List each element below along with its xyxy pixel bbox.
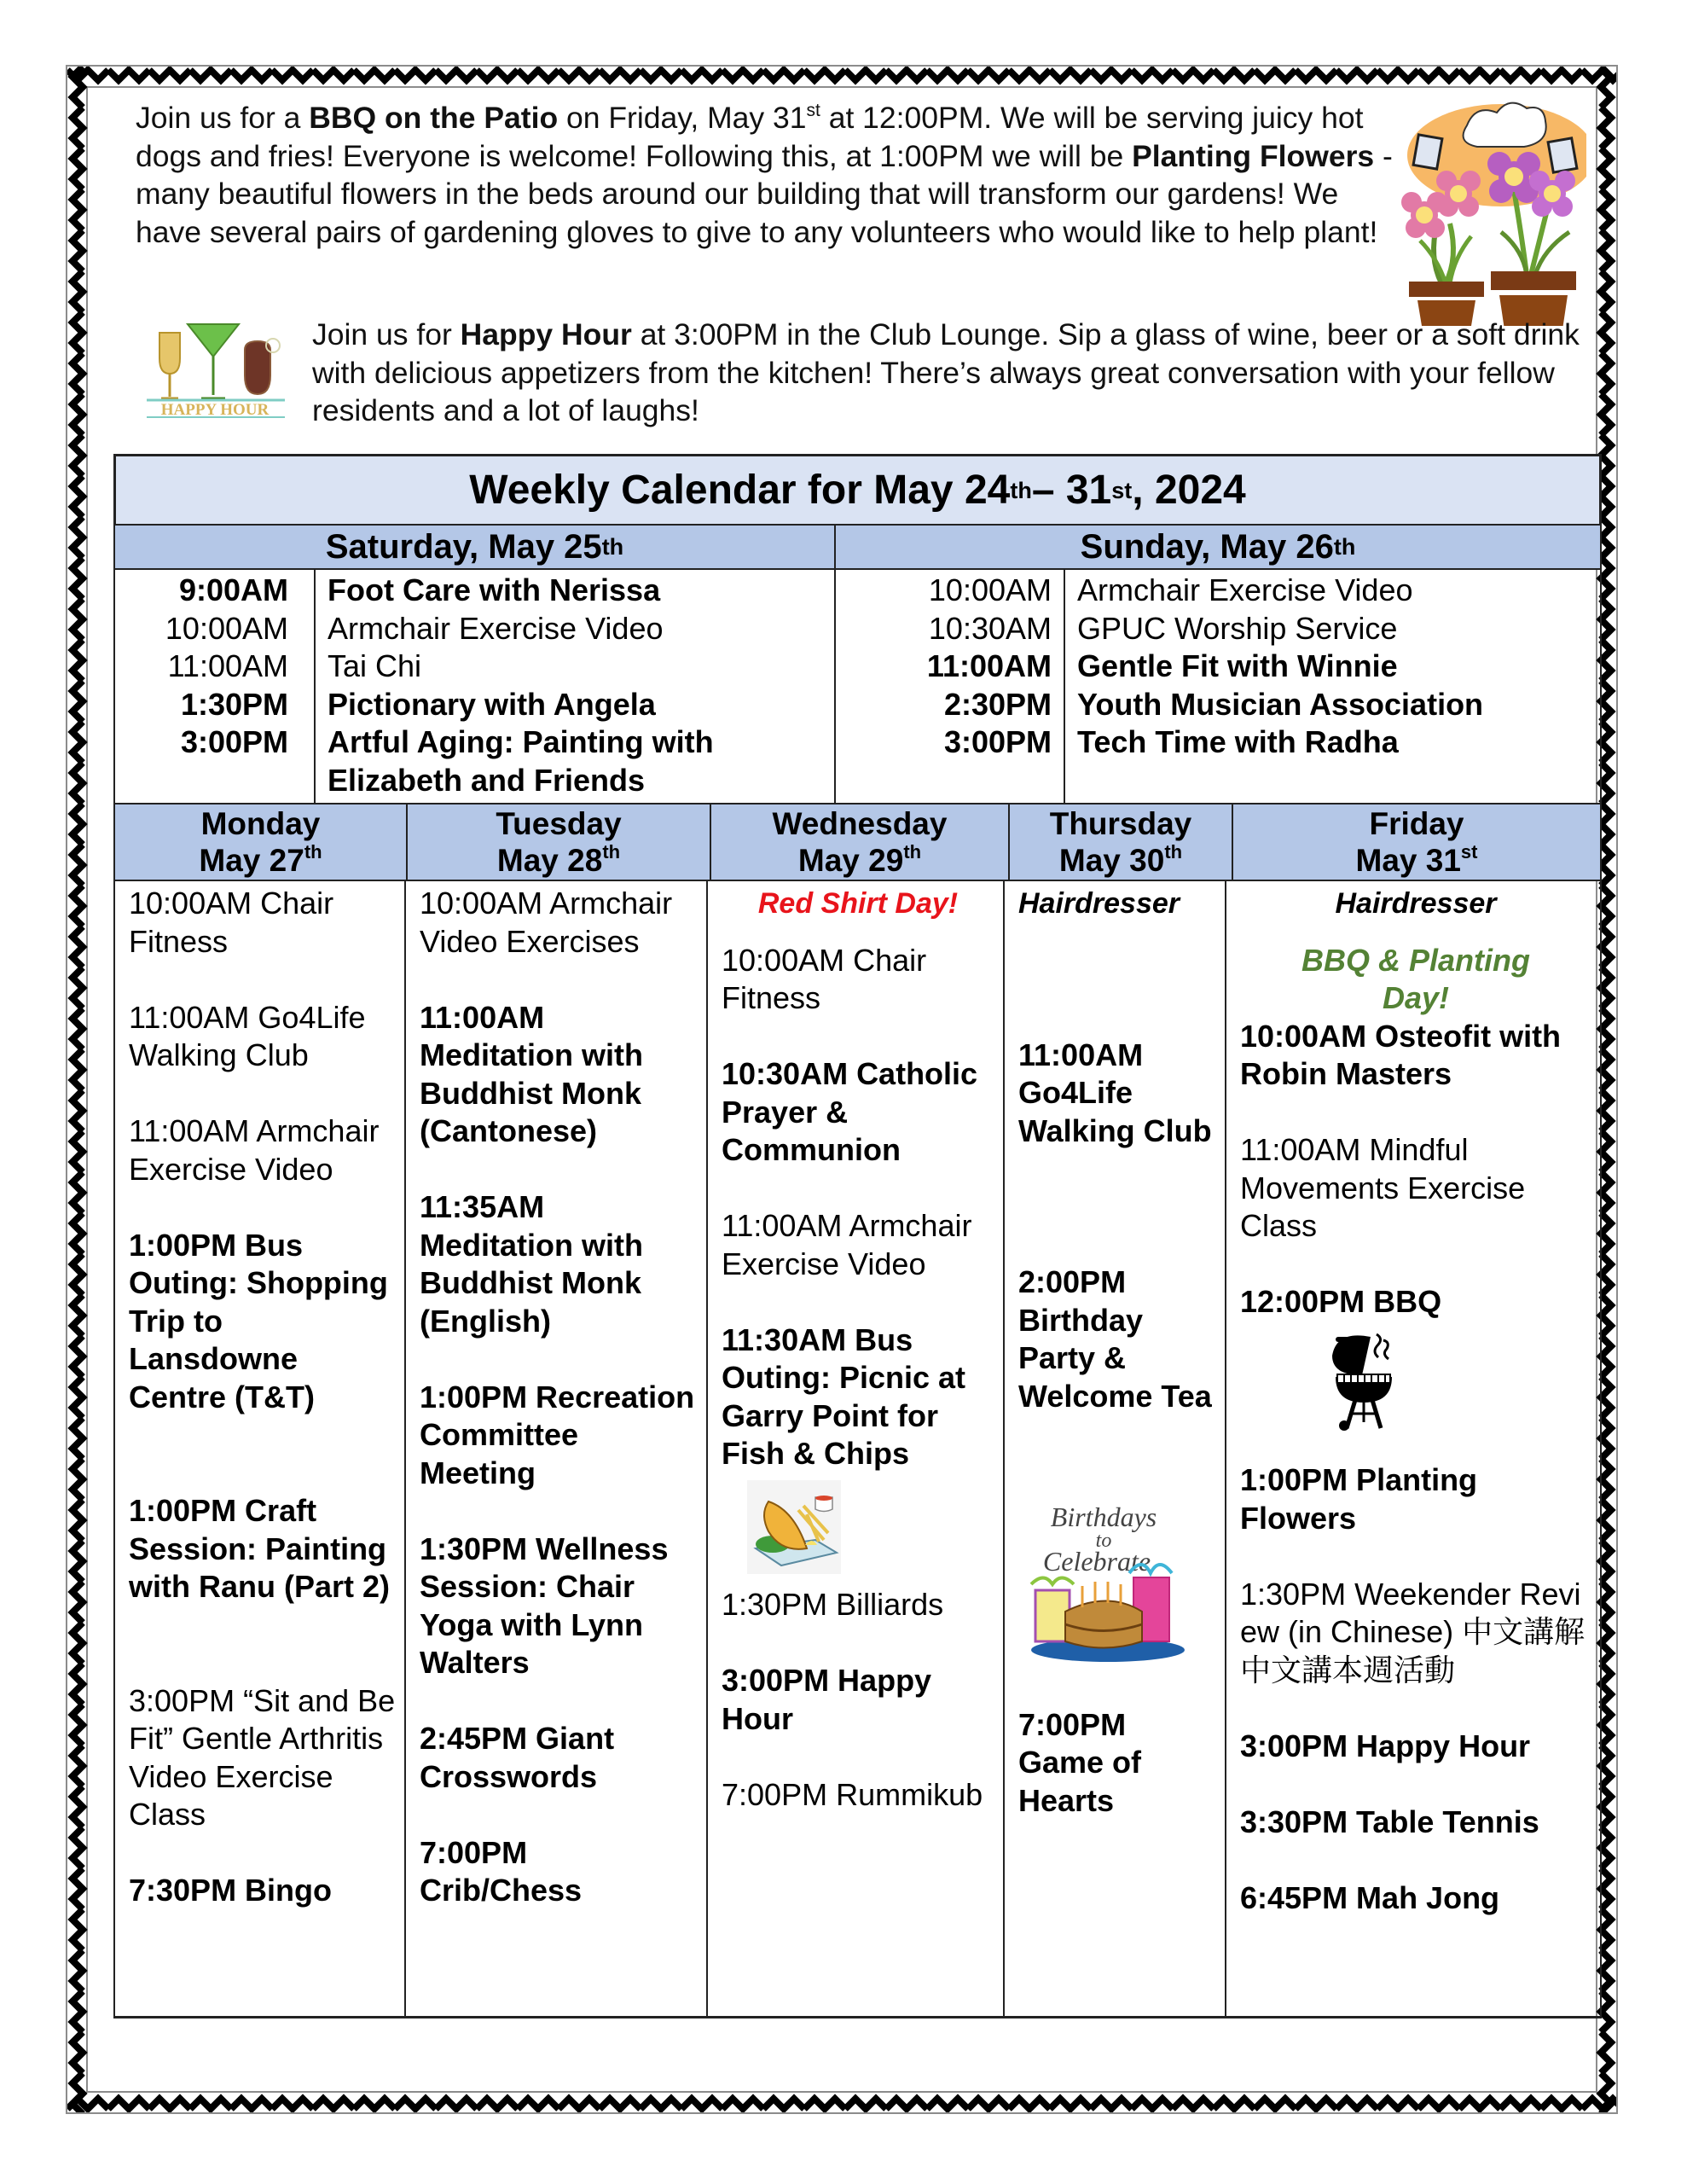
event: 7:00PM Crib/Chess	[420, 1834, 583, 1908]
event-title: Foot Care with Nerissa	[328, 572, 661, 607]
thursday-column	[1005, 881, 1226, 2016]
event: 11:35AM Meditation with Buddhist Monk (English)	[420, 1189, 643, 1339]
svg-text:to: to	[1095, 1530, 1112, 1552]
event-title: Tech Time with Radha	[1077, 724, 1399, 759]
event: 6:45PM Mah Jong	[1240, 1879, 1500, 1915]
happy-hour-announcement: Join us for Happy Hour at 3:00PM in the Club Lounge. Sip a glass of wine, beer or a soft drink with delicious appetizers from the kitchen! There’s always great conversation with your fellow residents and a lot of laughs!	[312, 317, 1580, 427]
bbq-announcement: Join us for a BBQ on the Patio on Friday, May 31st at 12:00PM. We will be serving juicy hot dogs and fries! Everyone is welcome! Following this, at 1:00PM we will be Planting Flowers - many beautiful flowers in the beds around our building that will transform our gardens! We have several pairs of gardening gloves to give to any volunteers who would like to help plant!	[136, 101, 1393, 249]
event-time: 10:00AM	[928, 572, 1052, 607]
event: 12:00PM BBQ	[1240, 1284, 1442, 1319]
saturday-schedule	[115, 570, 836, 803]
event: 1:30PM Wellness Session: Chair Yoga with Lynn Walters	[420, 1531, 669, 1680]
sunday-header: Sunday, May 26 th	[1080, 527, 1356, 566]
svg-text:Celebrate: Celebrate	[1042, 1546, 1151, 1577]
happy-hour-logo	[138, 303, 292, 422]
event-time: 10:30AM	[928, 610, 1052, 646]
event: 7:00PM Game of Hearts	[1018, 1706, 1142, 1818]
zigzag-border-bottom	[67, 2092, 1616, 2112]
event-title: Pictionary with Angela	[328, 686, 656, 722]
wednesday-column	[708, 881, 1005, 2016]
event-time: 3:00PM	[943, 724, 1052, 759]
event-time: 11:00AM	[167, 648, 288, 683]
event-time: 9:00AM	[178, 572, 288, 607]
event: 11:30AM Bus Outing: Picnic at Garry Point for Fish & Chips	[722, 1321, 966, 1471]
event: 3:00PM “Sit and Be Fit” Gentle Arthritis Video Exercise Class	[129, 1682, 396, 1832]
event-title: Tai Chi	[328, 648, 422, 683]
event: 1:00PM Recreation Committee Meeting	[420, 1379, 695, 1490]
svg-text:HAPPY HOUR: HAPPY HOUR	[160, 401, 270, 419]
flower-pot-left	[1401, 171, 1484, 326]
event: 11:00AM Armchair Exercise Video	[722, 1208, 972, 1281]
event: 2:00PM Birthday Party & Welcome Tea	[1018, 1264, 1212, 1414]
event: 3:00PM Happy Hour	[722, 1663, 932, 1736]
planting-highlight: Planting Flowers	[1132, 138, 1375, 173]
event: 11:00AM Meditation with Buddhist Monk (Cantonese)	[420, 999, 643, 1148]
event: 7:30PM Bingo	[129, 1873, 333, 1908]
monday-column	[115, 881, 406, 2016]
event: 11:00AM Go4Life Walking Club	[129, 999, 366, 1072]
sunday-times	[836, 570, 1065, 803]
weekend-schedule	[113, 570, 1602, 804]
event-title: Gentle Fit with Winnie	[1077, 648, 1398, 683]
flowers-bbq-illustration	[1373, 96, 1586, 326]
weekday-header-row	[113, 804, 1602, 881]
zigzag-border-top	[67, 67, 1616, 87]
event: 3:30PM Table Tennis	[1240, 1804, 1539, 1839]
event-title: Artful Aging: Painting with Elizabeth and Friends	[328, 724, 714, 798]
wednesday-header: Wednesday May 29th	[711, 804, 1010, 880]
event: 3:00PM Happy Hour	[1240, 1728, 1531, 1763]
event: 11:00AM Go4Life Walking Club	[1018, 1037, 1212, 1148]
happy-hour-highlight: Happy Hour	[460, 317, 632, 351]
flower-pot-right	[1487, 152, 1576, 326]
event: 7:00PM Rummikub	[722, 1776, 983, 1812]
event-time: 10:00AM	[165, 610, 288, 646]
event: 11:00AM Mindful Movements Exercise Class	[1240, 1132, 1526, 1243]
event-time: 2:30PM	[943, 686, 1052, 722]
fish-and-chips-image	[747, 1480, 994, 1583]
calendar-title: Weekly Calendar for May 24 th – 31 st , 2024	[113, 454, 1602, 526]
friday-header: Friday May 31st	[1355, 806, 1478, 878]
event: 10:00AM Armchair Video Exercises	[420, 886, 673, 959]
event-time: 3:00PM	[180, 724, 288, 759]
event: 1:30PM Billiards	[722, 1587, 944, 1622]
weekend-header-row	[113, 526, 1602, 570]
event: 1:00PM Bus Outing: Shopping Trip to Lansdowne Centre (T&T)	[129, 1227, 388, 1414]
tuesday-header: Tuesday May 28th	[408, 804, 711, 880]
sunday-schedule	[836, 570, 1600, 803]
tuesday-column	[406, 881, 708, 2016]
event: 10:00AM Chair Fitness	[722, 942, 927, 1015]
thursday-header: Thursday May 30th	[1010, 804, 1233, 880]
saturday-times	[115, 570, 316, 803]
bbq-planting-day-note: BBQ & Planting Day!	[1301, 942, 1530, 1015]
event: 10:00AM Osteofit with Robin Masters	[1240, 1018, 1562, 1091]
weekday-schedule	[113, 881, 1602, 2018]
saturday-activities	[316, 570, 805, 803]
hairdresser-note: Hairdresser	[1018, 887, 1180, 920]
event: 1:30PM Weekender Review (in Chinese) 中文講解中文講本週活動	[1240, 1576, 1586, 1687]
birthday-cake-image	[1018, 1492, 1216, 1681]
zigzag-border-left	[67, 67, 88, 2112]
event: 10:00AM Chair Fitness	[129, 886, 334, 959]
event-title: Armchair Exercise Video	[328, 610, 664, 646]
event-title: Youth Musician Association	[1077, 686, 1484, 722]
bbq-highlight: BBQ on the Patio	[309, 101, 559, 135]
event: 11:00AM Armchair Exercise Video	[129, 1113, 380, 1187]
event: 1:00PM Planting Flowers	[1240, 1462, 1478, 1536]
event-title: Armchair Exercise Video	[1077, 572, 1413, 607]
event-time: 1:30PM	[180, 686, 288, 722]
sunday-activities	[1065, 570, 1483, 803]
event: 1:00PM Craft Session: Painting with Ranu (Part 2)	[129, 1493, 391, 1604]
svg-text:Birthdays: Birthdays	[1050, 1502, 1157, 1532]
red-shirt-day-note: Red Shirt Day!	[757, 887, 959, 920]
monday-header: Monday May 27th	[115, 804, 408, 880]
event-title: GPUC Worship Service	[1077, 610, 1398, 646]
event-time: 11:00AM	[926, 648, 1052, 683]
friday-column	[1226, 881, 1600, 2016]
event: 10:30AM Catholic Prayer & Communion	[722, 1056, 978, 1167]
hairdresser-note: Hairdresser	[1335, 887, 1497, 920]
weekly-calendar	[113, 454, 1602, 2018]
barbecue-grill-icon	[1325, 1330, 1591, 1442]
event: 2:45PM Giant Crosswords	[420, 1721, 615, 1794]
saturday-header: Saturday, May 25 th	[115, 526, 836, 568]
